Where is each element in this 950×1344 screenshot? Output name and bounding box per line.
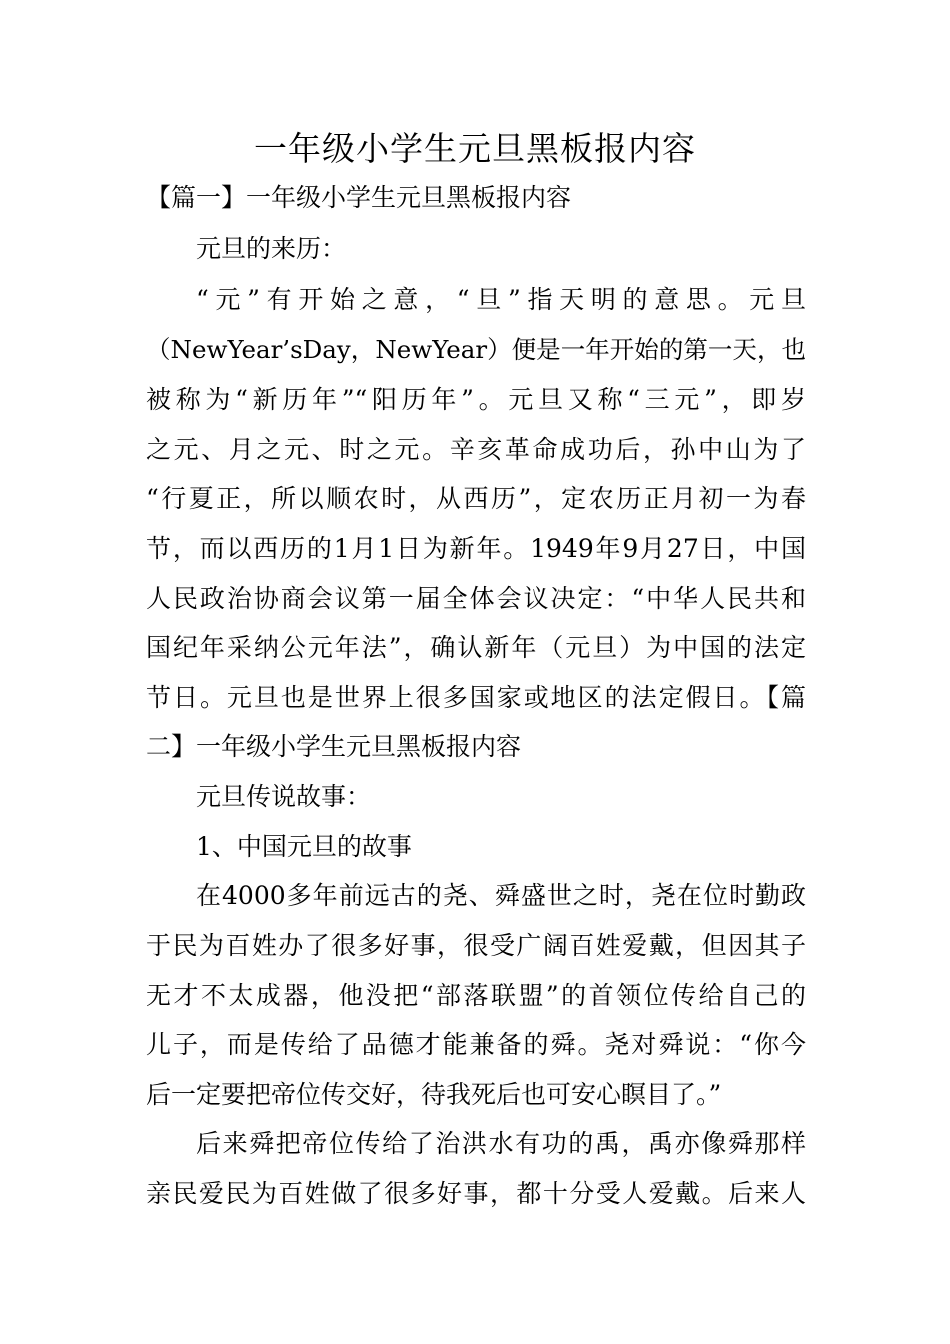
paragraph-line: 在4000多年前远古的尧、舜盛世之时，尧在位时勤政 xyxy=(196,881,806,910)
paragraph-line: 节日。元旦也是世界上很多国家或地区的法定假日。【篇 xyxy=(146,683,806,712)
section-heading-2: 二】一年级小学生元旦黑板报内容 xyxy=(146,732,522,761)
paragraph-line: 儿子，而是传给了品德才能兼备的舜。尧对舜说：“你今 xyxy=(146,1030,806,1059)
paragraph-line: “元”有开始之意，“旦”指天明的意思。元旦 xyxy=(196,285,806,314)
subheading-legend: 元旦传说故事： xyxy=(196,782,372,811)
paragraph-line: 节，而以西历的1月1日为新年。1949年9月27日，中国 xyxy=(146,534,806,563)
paragraph-line: 亲民爱民为百姓做了很多好事，都十分受人爱戴。后来人 xyxy=(146,1179,806,1208)
paragraph-line: 国纪年采纳公元年法”，确认新年（元旦）为中国的法定 xyxy=(146,633,806,662)
subheading-story-1: 1、中国元旦的故事 xyxy=(196,832,412,861)
paragraph-line: 后一定要把帝位传交好，待我死后也可安心瞑目了。” xyxy=(146,1080,722,1109)
paragraph-line: 无才不太成器，他没把“部落联盟”的首领位传给自己的 xyxy=(146,981,806,1010)
section-heading-1: 【篇一】一年级小学生元旦黑板报内容 xyxy=(146,183,572,212)
paragraph-line: 被称为“新历年”“阳历年”。元旦又称“三元”，即岁 xyxy=(146,385,806,414)
subheading-origin: 元旦的来历： xyxy=(196,234,347,263)
paragraph-line: “行夏正，所以顺农时，从西历”，定农历正月初一为春 xyxy=(146,484,806,513)
paragraph-line: 之元、月之元、时之元。辛亥革命成功后，孙中山为了 xyxy=(146,435,806,464)
document-title: 一年级小学生元旦黑板报内容 xyxy=(254,129,696,168)
paragraph-line: 后来舜把帝位传给了治洪水有功的禹，禹亦像舜那样 xyxy=(196,1129,806,1158)
paragraph-line: 于民为百姓办了很多好事，很受广阔百姓爱戴，但因其子 xyxy=(146,931,806,960)
paragraph-line: 人民政治协商会议第一届全体会议决定：“中华人民共和 xyxy=(146,584,806,613)
paragraph-line: （NewYear’sDay，NewYear）便是一年开始的第一天，也 xyxy=(146,335,806,364)
